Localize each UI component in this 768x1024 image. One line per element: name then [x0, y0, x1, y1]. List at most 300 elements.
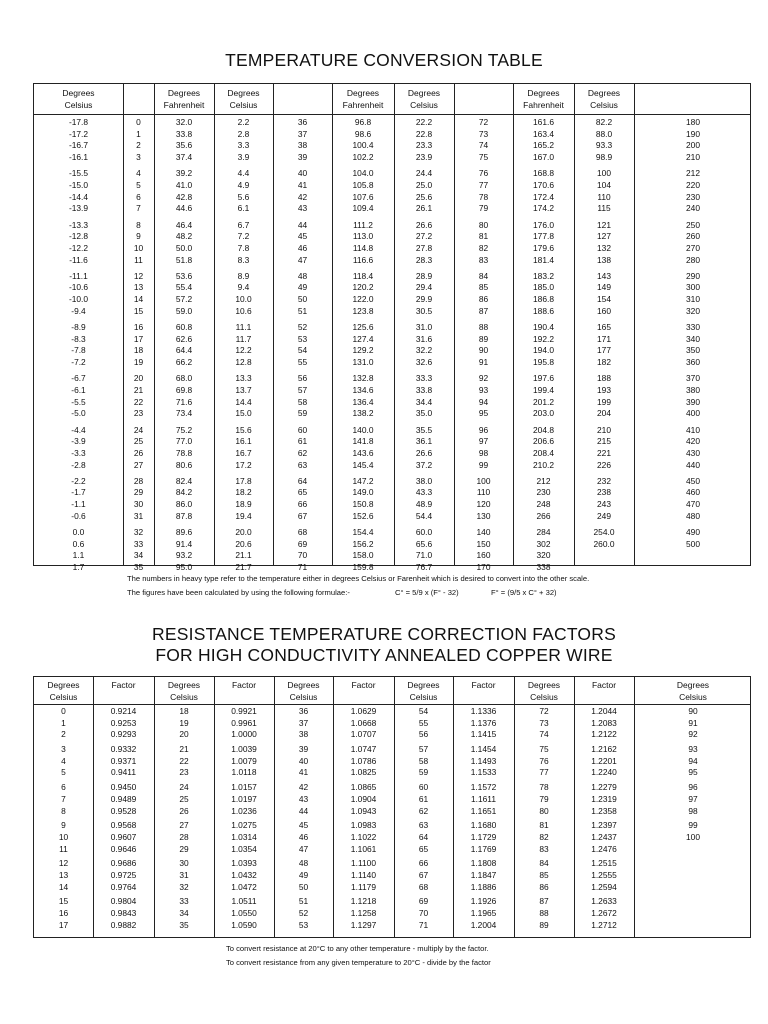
- table-cell: 37.4: [175, 152, 193, 163]
- table-row: [34, 539, 750, 551]
- table-cell: 97: [478, 436, 489, 447]
- table-cell: 0.9686: [110, 858, 137, 869]
- table-cell: 11.1: [235, 322, 252, 332]
- table-cell: 66: [418, 858, 429, 869]
- table-cell: 91.4: [175, 538, 193, 549]
- table-cell: 390: [686, 396, 700, 407]
- column-rule: [274, 677, 275, 937]
- table-cell: -1.1: [71, 499, 86, 510]
- table-cell: -16.7: [68, 140, 89, 151]
- table-cell: 1.0039: [231, 744, 257, 755]
- table-cell: 6: [61, 782, 66, 793]
- table-cell: 360: [686, 357, 700, 368]
- table-cell: 18.9: [235, 499, 252, 510]
- table-cell: -16.1: [68, 152, 89, 163]
- table-cell: 160: [597, 305, 611, 316]
- table-row: [34, 385, 750, 397]
- table-cell: 1.1336: [470, 706, 497, 716]
- table-cell: 249: [597, 510, 611, 521]
- table-cell: 67: [297, 510, 308, 521]
- table-cell: 338: [536, 562, 551, 573]
- table-row: [34, 220, 750, 232]
- table-cell: 115: [597, 203, 611, 214]
- table-cell: 0.9764: [110, 881, 137, 892]
- row-group: [34, 220, 750, 267]
- table-cell: 340: [686, 333, 700, 344]
- table-cell: 24: [179, 782, 189, 793]
- table-cell: 2: [136, 140, 141, 151]
- table-cell: -12.8: [68, 231, 89, 242]
- table-cell: 62: [297, 447, 308, 458]
- row-group: [34, 706, 750, 741]
- table-cell: 71: [297, 562, 308, 573]
- table-cell: 35.0: [415, 408, 433, 419]
- table-cell: 238: [597, 487, 611, 498]
- table-cell: 18.2: [235, 487, 252, 498]
- table-cell: 96.8: [354, 117, 372, 127]
- table-cell: 270: [686, 242, 700, 253]
- table-cell: 6.1: [237, 203, 250, 214]
- table-cell: 1.7: [72, 562, 85, 573]
- table-cell: 9: [61, 820, 66, 831]
- table-cell: -5.0: [71, 408, 86, 419]
- table-cell: -11.6: [69, 254, 88, 265]
- table-cell: 186.8: [533, 294, 554, 305]
- table-cell: 1.2555: [591, 869, 617, 880]
- table-cell: 35.5: [415, 424, 433, 435]
- row-group: [34, 425, 750, 472]
- table-cell: 1.2515: [591, 858, 617, 869]
- table-cell: 92: [688, 729, 698, 740]
- table-cell: 15: [133, 305, 144, 316]
- table-cell: 320: [536, 550, 551, 561]
- table-cell: 143.6: [352, 447, 374, 458]
- table-cell: 280: [686, 254, 700, 265]
- table-cell: 23.9: [415, 152, 433, 163]
- resistance-note-divide: To convert resistance from any given temperature to 20°C - divide by the factor: [226, 958, 491, 967]
- table-cell: 0.9882: [110, 919, 137, 930]
- table-row: [34, 448, 750, 460]
- table-cell: 1.1140: [351, 869, 376, 880]
- table-cell: 80: [539, 805, 549, 816]
- table-cell: 195.8: [533, 357, 554, 368]
- table-cell: 330: [686, 322, 700, 332]
- table-cell: 420: [686, 436, 700, 447]
- table-cell: 91: [478, 357, 489, 368]
- table-cell: 165: [597, 322, 611, 332]
- table-cell: 10.6: [235, 305, 252, 316]
- table-row: [34, 562, 750, 574]
- table-cell: 1.0550: [231, 908, 257, 918]
- table-cell: 350: [686, 345, 700, 356]
- table-cell: 70: [297, 550, 308, 561]
- table-cell: 1.1729: [470, 831, 497, 842]
- table-cell: 17.8: [235, 475, 252, 486]
- table-cell: 1.2594: [591, 881, 617, 892]
- table-cell: 0.6: [72, 538, 85, 549]
- table-cell: 204: [597, 408, 611, 419]
- table-cell: -7.2: [71, 357, 86, 368]
- table-cell: 204.8: [533, 424, 554, 435]
- table-cell: 121: [597, 219, 611, 230]
- table-cell: 95: [478, 408, 489, 419]
- table-cell: 46: [298, 831, 309, 842]
- table-cell: 440: [686, 459, 700, 470]
- table-cell: 0.9411: [111, 767, 136, 778]
- table-cell: 34: [179, 908, 189, 918]
- table-cell: 10.0: [235, 294, 252, 305]
- formula-celsius: C° = 5/9 x (F° - 32): [395, 588, 459, 597]
- table-cell: 52: [297, 322, 308, 332]
- table-cell: 165.2: [533, 140, 554, 151]
- table-cell: 76: [478, 168, 489, 179]
- table-cell: 110: [476, 487, 491, 498]
- table-cell: 82: [539, 831, 549, 842]
- table-cell: 1.1493: [470, 755, 497, 766]
- row-group: [34, 858, 750, 893]
- table-cell: 16: [58, 908, 69, 918]
- column-header: Degrees Celsius: [676, 680, 710, 702]
- table-cell: -9.4: [71, 305, 86, 316]
- table-cell: -6.1: [71, 384, 86, 395]
- table-cell: 50.0: [175, 242, 193, 253]
- table-cell: 86: [478, 294, 489, 305]
- table-cell: 62: [418, 805, 429, 816]
- table-row: [34, 806, 750, 818]
- table-cell: 70: [418, 908, 429, 918]
- table-cell: 170.6: [533, 179, 554, 190]
- table-cell: 44: [298, 805, 309, 816]
- table-cell: 53: [298, 919, 309, 930]
- table-cell: 1.0865: [350, 782, 377, 793]
- table-cell: 1.1572: [470, 782, 497, 793]
- table-cell: 54: [418, 706, 429, 716]
- table-row: [34, 844, 750, 856]
- table-cell: 266: [536, 510, 551, 521]
- table-cell: 67: [418, 869, 429, 880]
- table-cell: 167.0: [533, 152, 554, 163]
- table-cell: 25: [133, 436, 144, 447]
- table-cell: 75: [478, 152, 489, 163]
- table-cell: 33.3: [415, 373, 433, 384]
- table-cell: 105.8: [352, 179, 374, 190]
- table-cell: 1.0825: [350, 767, 377, 778]
- column-header: Factor: [591, 680, 617, 690]
- table-cell: 1.0079: [231, 755, 257, 766]
- column-rule: [214, 84, 215, 565]
- table-cell: 96: [478, 424, 489, 435]
- table-cell: 62.6: [175, 333, 193, 344]
- table-cell: 32.2: [415, 345, 433, 356]
- table-cell: 7.8: [237, 242, 250, 253]
- column-header: Degrees Celsius: [587, 88, 621, 110]
- table-cell: 40: [298, 755, 309, 766]
- table-cell: 6: [136, 191, 141, 202]
- table-cell: -13.9: [68, 203, 89, 214]
- table-cell: 1: [61, 717, 66, 728]
- table-cell: 1.2319: [591, 793, 617, 804]
- table-cell: 55.4: [175, 282, 193, 293]
- table-cell: 27: [133, 459, 144, 470]
- table-cell: 1.2122: [591, 729, 617, 740]
- table-cell: 1.2004: [470, 919, 497, 930]
- table-cell: 193: [597, 384, 611, 395]
- table-cell: 32: [133, 527, 144, 537]
- table-cell: 93.2: [175, 550, 193, 561]
- table-cell: 100: [597, 168, 611, 179]
- table-cell: 2.2: [237, 117, 250, 127]
- table-cell: 1.0707: [350, 729, 377, 740]
- table-row: [34, 373, 750, 385]
- table-row: [34, 744, 750, 756]
- row-group: [34, 527, 750, 574]
- row-group: [34, 117, 750, 164]
- table-cell: 33.8: [175, 128, 193, 139]
- table-row: [34, 231, 750, 243]
- row-group: [34, 271, 750, 318]
- table-cell: 130: [476, 510, 491, 521]
- table-cell: 79: [539, 793, 549, 804]
- table-cell: 0: [136, 117, 141, 127]
- table-row: [34, 870, 750, 882]
- table-cell: 63: [297, 459, 308, 470]
- column-rule: [634, 677, 635, 937]
- table-cell: 132: [597, 242, 611, 253]
- table-cell: 320: [686, 305, 700, 316]
- table-cell: 60.8: [175, 322, 193, 332]
- table-cell: 61: [297, 436, 308, 447]
- table-cell: 45: [298, 820, 309, 831]
- table-cell: 1.1808: [470, 858, 497, 869]
- column-rule: [453, 677, 454, 937]
- column-rule: [273, 84, 274, 565]
- table-cell: 145.4: [352, 459, 374, 470]
- table-cell: 93: [688, 744, 698, 755]
- table-cell: 31: [133, 510, 144, 521]
- table-cell: 480: [686, 510, 700, 521]
- column-rule: [123, 84, 124, 565]
- table-cell: 31.6: [415, 333, 433, 344]
- table-cell: 78: [478, 191, 489, 202]
- table-cell: 39: [298, 744, 309, 755]
- table-row: [34, 306, 750, 318]
- table-cell: 1.1415: [470, 729, 497, 740]
- table-row: [34, 168, 750, 180]
- table-cell: 32.6: [415, 357, 433, 368]
- row-group: [34, 782, 750, 817]
- table-cell: 46: [297, 242, 308, 253]
- table-cell: 85: [539, 869, 549, 880]
- table-cell: 1.0747: [350, 744, 377, 755]
- table-row: [34, 408, 750, 420]
- table-cell: 52: [298, 908, 309, 918]
- table-cell: 13: [133, 282, 144, 293]
- table-cell: 254.0: [593, 527, 615, 537]
- table-cell: 1.0904: [350, 793, 377, 804]
- table-cell: 95: [688, 767, 698, 778]
- row-group: [34, 820, 750, 855]
- table-cell: 22.2: [415, 117, 433, 127]
- table-cell: 23.3: [415, 140, 433, 151]
- column-header: Degrees Celsius: [62, 88, 95, 110]
- table-cell: 42.8: [175, 191, 193, 202]
- table-cell: 0.9489: [110, 793, 137, 804]
- table-cell: 140: [476, 527, 491, 537]
- table-cell: 138.2: [352, 408, 374, 419]
- table-cell: 7: [61, 793, 66, 804]
- table-cell: 1.2437: [591, 831, 617, 842]
- table-cell: 14: [133, 294, 144, 305]
- table-cell: 40: [297, 168, 308, 179]
- table-row: [34, 858, 750, 870]
- table-cell: 250: [686, 219, 700, 230]
- table-cell: 120.2: [352, 282, 374, 293]
- table-cell: 61: [418, 793, 429, 804]
- table-cell: 38: [298, 729, 309, 740]
- table-cell: 38.0: [415, 475, 433, 486]
- table-cell: 149.0: [352, 487, 374, 498]
- table-cell: 232: [597, 475, 611, 486]
- table-cell: 370: [686, 373, 700, 384]
- column-header: Degrees Fahrenheit: [342, 88, 384, 110]
- table-cell: 1.2044: [591, 706, 617, 716]
- table-cell: 30.5: [415, 305, 433, 316]
- table-cell: 86.0: [175, 499, 193, 510]
- table-cell: 0.9371: [110, 755, 137, 766]
- table-cell: 20: [133, 373, 144, 384]
- table-cell: -7.8: [71, 345, 86, 356]
- table-cell: 98.6: [354, 128, 372, 139]
- table-cell: 0.9961: [231, 717, 257, 728]
- table-cell: 11.7: [235, 333, 252, 344]
- table-cell: 29.9: [415, 294, 433, 305]
- table-cell: 3.9: [237, 152, 250, 163]
- table-cell: 5.6: [237, 191, 250, 202]
- table-cell: -17.2: [68, 128, 89, 139]
- table-cell: 71.0: [415, 550, 433, 561]
- table-cell: 0.9450: [110, 782, 137, 793]
- table-cell: 1.0354: [231, 843, 257, 854]
- table-cell: 1.1218: [350, 896, 377, 907]
- table-cell: -5.5: [71, 396, 86, 407]
- table-row: [34, 767, 750, 779]
- table-cell: 43: [297, 203, 308, 214]
- table-cell: -17.8: [68, 117, 89, 127]
- table-cell: 210: [597, 424, 611, 435]
- table-cell: 243: [597, 499, 611, 510]
- table-cell: 123.8: [352, 305, 374, 316]
- table-cell: 56: [297, 373, 308, 384]
- table-cell: 93.3: [595, 140, 613, 151]
- table-cell: 42: [298, 782, 309, 793]
- table-cell: 17.2: [235, 459, 252, 470]
- table-cell: 1.0000: [231, 729, 257, 740]
- table-cell: 188: [597, 373, 611, 384]
- table-cell: 65.6: [415, 538, 433, 549]
- table-cell: -2.2: [71, 475, 86, 486]
- table-cell: 177.8: [533, 231, 554, 242]
- table-cell: 11: [134, 254, 143, 265]
- table-row: [34, 271, 750, 283]
- table-cell: 15: [58, 896, 69, 907]
- row-group: [34, 744, 750, 779]
- table-cell: 0.9214: [110, 706, 137, 716]
- table-cell: 88: [478, 322, 489, 332]
- table-cell: 150: [476, 538, 491, 549]
- row-group: [34, 322, 750, 369]
- table-cell: 56: [418, 729, 429, 740]
- table-cell: 8.9: [237, 270, 250, 281]
- table-cell: 41.0: [175, 179, 193, 190]
- table-cell: 109.4: [352, 203, 374, 214]
- table-cell: 3: [61, 744, 66, 755]
- table-cell: 132.8: [352, 373, 374, 384]
- table-cell: 500: [686, 538, 700, 549]
- table-row: [34, 487, 750, 499]
- table-cell: 100: [686, 831, 700, 842]
- table-cell: 1.0314: [231, 831, 257, 842]
- table-cell: 68: [418, 881, 429, 892]
- table-cell: 1.2201: [591, 755, 617, 766]
- column-rule: [154, 84, 155, 565]
- table-cell: 73.4: [175, 408, 193, 419]
- table-cell: 16: [133, 322, 144, 332]
- column-header: Degrees Celsius: [407, 680, 440, 702]
- table-cell: 31: [179, 869, 189, 880]
- column-header: Factor: [351, 680, 376, 690]
- table-cell: 0.9293: [110, 729, 137, 740]
- table-cell: 129.2: [352, 345, 374, 356]
- table-cell: 54: [297, 345, 308, 356]
- table-cell: 1.0275: [231, 820, 257, 831]
- table-cell: 22: [133, 396, 144, 407]
- table-cell: 8: [136, 219, 141, 230]
- table-cell: 57: [297, 384, 308, 395]
- table-cell: 76.7: [415, 562, 433, 573]
- table-row: [34, 255, 750, 267]
- table-cell: 1.0197: [231, 793, 257, 804]
- table-cell: 220: [686, 179, 700, 190]
- table-cell: 300: [686, 282, 700, 293]
- table-cell: 27.8: [415, 242, 433, 253]
- table-cell: 38: [297, 140, 308, 151]
- table-cell: 208.4: [533, 447, 554, 458]
- table-cell: 4: [61, 755, 66, 766]
- table-cell: 201.2: [533, 396, 554, 407]
- table-cell: 21.1: [235, 550, 252, 561]
- table-cell: 39: [297, 152, 308, 163]
- table-cell: 3: [136, 152, 141, 163]
- table-cell: 96: [688, 782, 698, 793]
- table-cell: 1.1769: [470, 843, 497, 854]
- table-cell: 16.7: [235, 447, 252, 458]
- table-cell: 68: [297, 527, 308, 537]
- column-rule: [333, 677, 334, 937]
- table-cell: 89: [478, 333, 489, 344]
- table-cell: 48.9: [415, 499, 433, 510]
- table-cell: 48: [298, 858, 309, 869]
- table-cell: 15.0: [235, 408, 252, 419]
- column-header: Degrees Fahrenheit: [163, 88, 205, 110]
- table-cell: 159.8: [352, 562, 374, 573]
- table-cell: 13: [58, 869, 69, 880]
- table-cell: 84.2: [175, 487, 193, 498]
- table-cell: 27.2: [415, 231, 433, 242]
- table-cell: 182: [597, 357, 611, 368]
- table-row: [34, 882, 750, 894]
- table-cell: 0.0: [72, 527, 85, 537]
- column-header: Degrees Celsius: [527, 680, 561, 702]
